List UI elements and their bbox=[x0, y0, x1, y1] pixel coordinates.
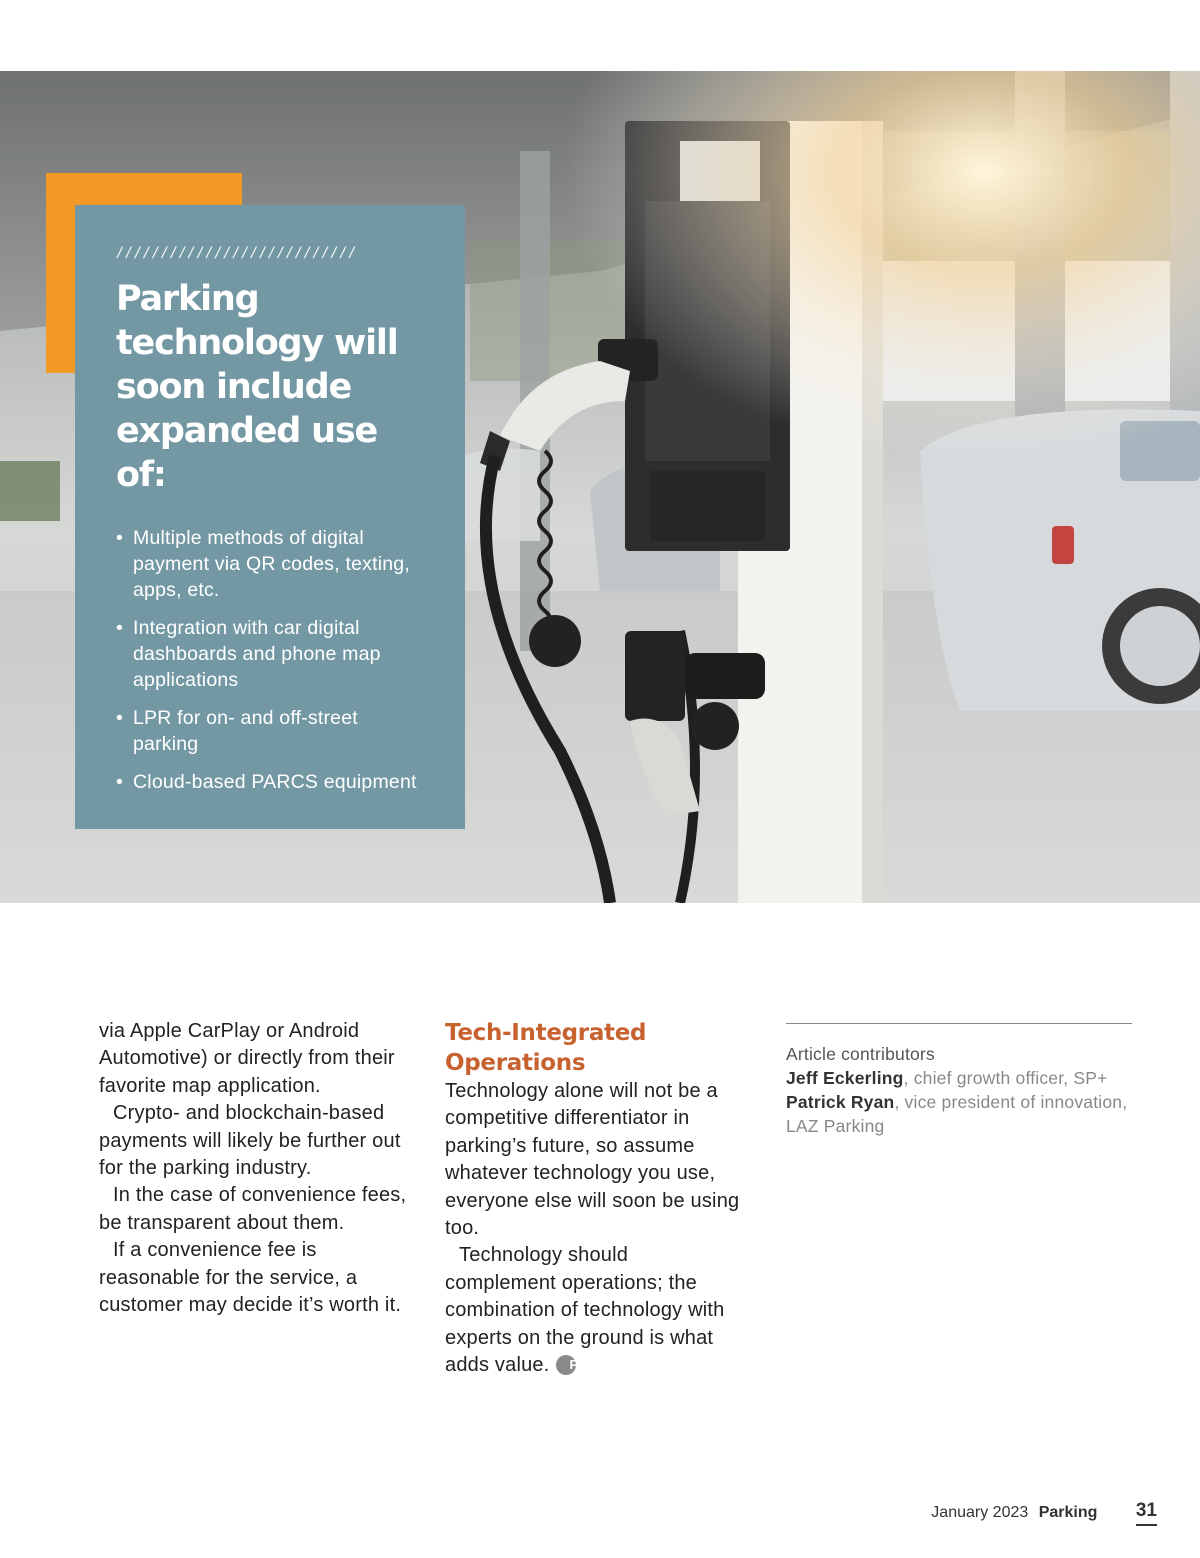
list-item-text: Multiple methods of digital payment via QR codes, texting, apps, etc. bbox=[133, 527, 410, 601]
parking-end-mark-icon: P bbox=[556, 1355, 576, 1375]
contributors-block bbox=[786, 1023, 1132, 1138]
bullet: • bbox=[116, 771, 124, 793]
bullet: • bbox=[116, 707, 124, 729]
bullet: • bbox=[116, 527, 124, 549]
sidebar-list bbox=[116, 525, 427, 795]
sidebar-title-line: Parking bbox=[116, 279, 259, 319]
contributor-name: Patrick Ryan bbox=[786, 1092, 895, 1112]
contributor bbox=[786, 1066, 1132, 1090]
list-item-text: LPR for on- and off-street parking bbox=[133, 707, 358, 755]
footer-publication: Parking bbox=[1038, 1504, 1098, 1521]
page-footer bbox=[931, 1500, 1157, 1530]
paragraph: via Apple CarPlay or Android Automotive) or directly from their favorite map application. bbox=[99, 1020, 395, 1097]
article-column-1 bbox=[99, 1018, 414, 1319]
decorative-slashes: /////////////////////////// bbox=[116, 245, 358, 261]
paragraph: In the case of convenience fees, be transparent about them. bbox=[99, 1184, 407, 1234]
sidebar-title-line: technology will bbox=[116, 323, 398, 363]
article-column-2 bbox=[445, 1018, 740, 1379]
list-item-text: Cloud-based PARCS equipment bbox=[133, 771, 417, 793]
sidebar-title-line: expanded use of: bbox=[116, 411, 378, 495]
sidebar-title-line: soon include bbox=[116, 367, 351, 407]
list-item-text: Integration with car digital dashboards and phone map applications bbox=[133, 617, 381, 691]
list-item bbox=[116, 769, 427, 795]
paragraph: If a convenience fee is reasonable for the service, a customer may decide it’s worth it. bbox=[99, 1239, 402, 1317]
paragraph-text: Technology should complement operations; the combination of technology with experts on the ground is what adds value. bbox=[445, 1244, 725, 1377]
list-item bbox=[116, 525, 427, 603]
sidebar-box bbox=[75, 205, 465, 829]
bullet: • bbox=[116, 617, 124, 639]
list-item bbox=[116, 615, 427, 693]
page-number: 31 bbox=[1136, 1500, 1157, 1526]
list-item bbox=[116, 705, 427, 757]
paragraph: Technology alone will not be a competitive differentiator in parking’s future, so assume whatever technology you use, everyone else will soon be using too. bbox=[445, 1080, 740, 1240]
contributor-name: Jeff Eckerling bbox=[786, 1068, 904, 1088]
sidebar-title bbox=[116, 277, 427, 497]
contributor-role: , vice president of innovation, LAZ Parking bbox=[786, 1092, 1128, 1136]
footer-date: January 2023 bbox=[931, 1504, 1029, 1521]
contributor bbox=[786, 1090, 1132, 1138]
contributors-label: Article contributors bbox=[786, 1044, 935, 1064]
contributor-role: , chief growth officer, SP+ bbox=[903, 1068, 1108, 1088]
paragraph: Crypto- and blockchain-based payments will likely be further out for the parking industry. bbox=[99, 1102, 401, 1180]
paragraph bbox=[445, 1242, 740, 1379]
section-heading: Tech-Integrated Operations bbox=[445, 1020, 647, 1076]
